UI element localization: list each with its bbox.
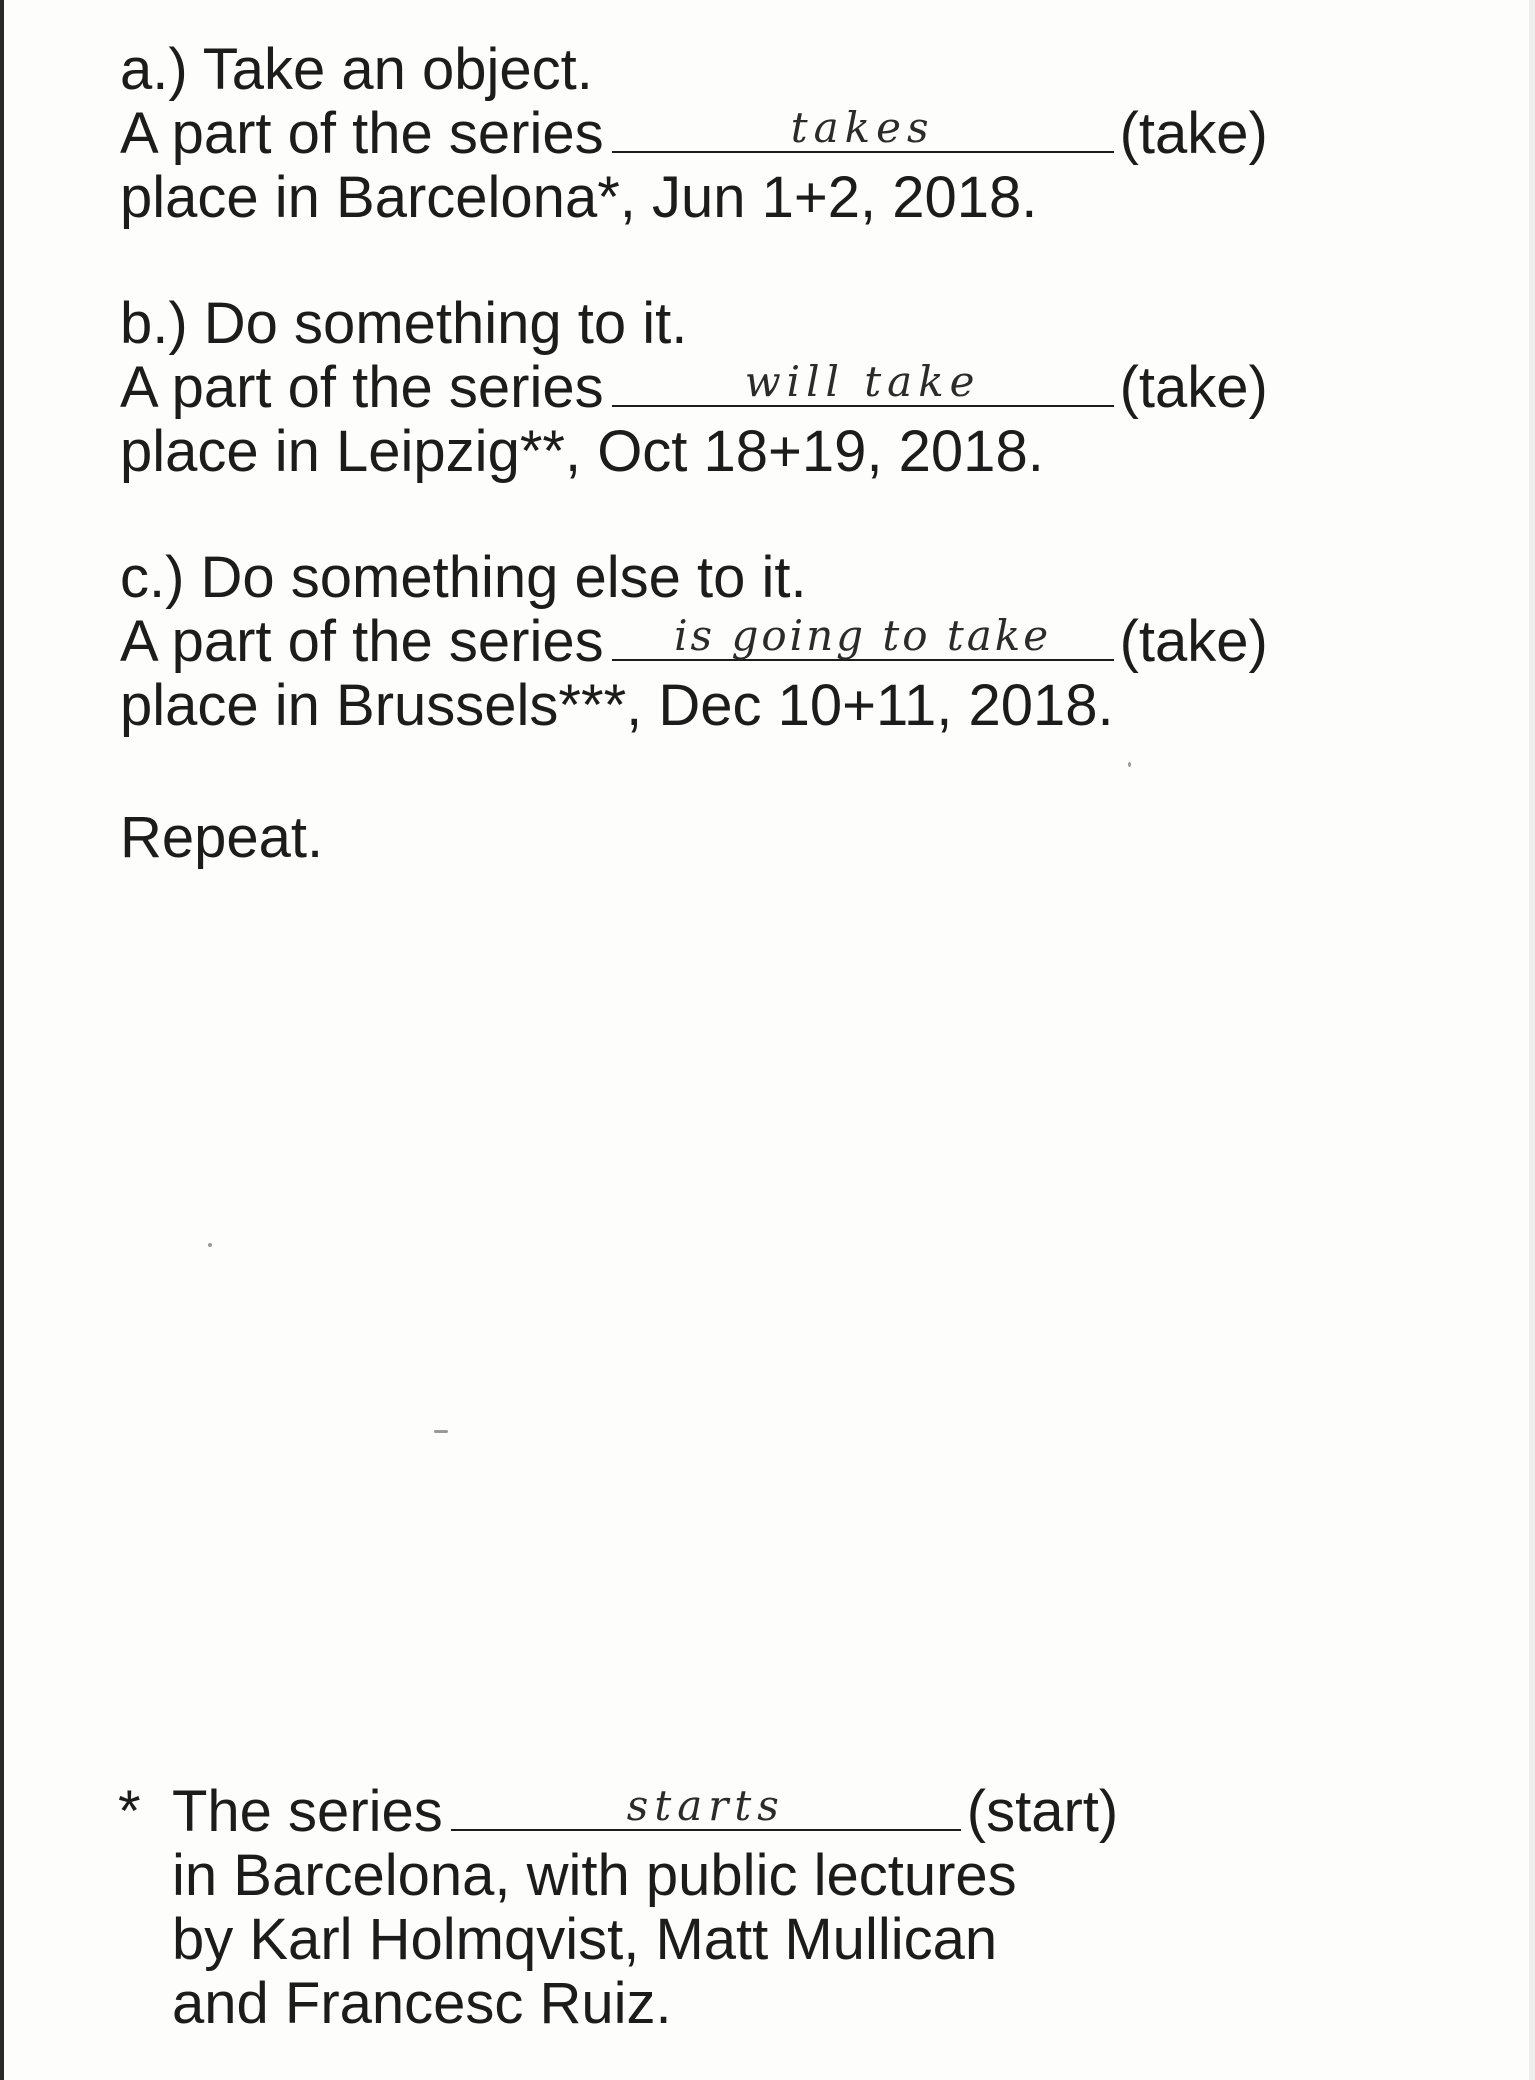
scan-right-edge xyxy=(1529,0,1535,2080)
footnote-line-4: and Francesc Ruiz. xyxy=(172,1971,672,2036)
scan-left-edge xyxy=(0,0,4,2080)
exercise-a-handwritten-answer: takes xyxy=(790,103,935,152)
exercise-c-blank[interactable] xyxy=(612,613,1114,661)
exercise-a-sentence xyxy=(120,102,1420,166)
exercise-c-verb-hint: (take) xyxy=(1119,609,1268,674)
scan-speck xyxy=(1128,762,1131,767)
scan-speck xyxy=(208,1243,212,1247)
exercise-b xyxy=(120,292,1420,484)
exercise-c-handwritten-answer: is going to take xyxy=(674,611,1052,660)
exercise-a xyxy=(120,38,1420,230)
footnote-lead-text: The series xyxy=(172,1779,443,1844)
exercise-a-verb-hint: (take) xyxy=(1119,101,1268,166)
footnote-handwritten-answer: starts xyxy=(626,1781,785,1830)
exercise-b-verb-hint: (take) xyxy=(1119,355,1268,420)
repeat-text: Repeat. xyxy=(120,805,324,870)
exercise-c xyxy=(120,546,1420,738)
exercise-a-instruction: a.) Take an object. xyxy=(120,37,593,102)
repeat-block xyxy=(120,806,1420,870)
exercise-a-blank[interactable] xyxy=(612,105,1114,153)
exercise-c-sentence xyxy=(120,610,1420,674)
exercise-b-location: place in Leipzig**, Oct 18+19, 2018. xyxy=(120,419,1044,484)
footnote-sentence xyxy=(172,1780,1118,1844)
exercise-c-location: place in Brussels***, Dec 10+11, 2018. xyxy=(120,673,1114,738)
footnote-body xyxy=(172,1780,1118,2036)
exercise-a-location: place in Barcelona*, Jun 1+2, 2018. xyxy=(120,165,1038,230)
exercise-c-lead-text: A part of the series xyxy=(120,609,604,674)
exercise-b-handwritten-answer: will take xyxy=(744,357,981,406)
exercise-b-instruction: b.) Do something to it. xyxy=(120,291,688,356)
exercise-c-instruction: c.) Do something else to it. xyxy=(120,545,807,610)
exercise-b-sentence xyxy=(120,356,1420,420)
exercise-b-lead-text: A part of the series xyxy=(120,355,604,420)
footnote-verb-hint: (start) xyxy=(966,1779,1119,1844)
exercise-a-lead-text: A part of the series xyxy=(120,101,604,166)
footnote-blank[interactable] xyxy=(451,1783,961,1831)
footnote-marker: * xyxy=(118,1779,141,1844)
footnote-line-2: in Barcelona, with public lectures xyxy=(172,1843,1017,1908)
footnote-line-3: by Karl Holmqvist, Matt Mullican xyxy=(172,1907,998,1972)
scan-speck xyxy=(434,1430,448,1433)
exercise-b-blank[interactable] xyxy=(612,359,1114,407)
